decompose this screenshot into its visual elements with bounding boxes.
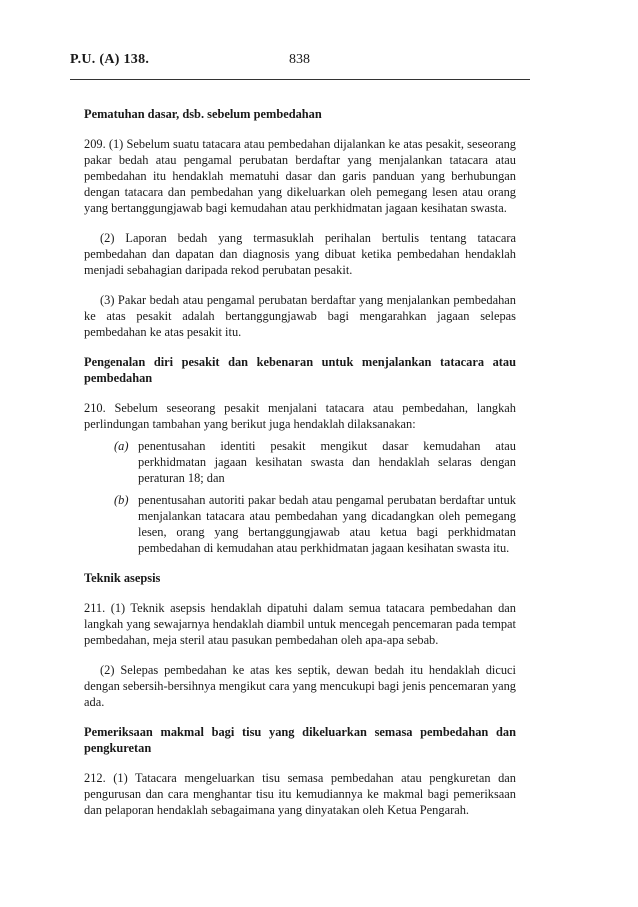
section-heading-212: Pemeriksaan makmal bagi tisu yang dikeluarkan semasa pembedahan dan pengkuretan xyxy=(84,725,516,755)
paragraph-210: 210. Sebelum seseorang pesakit menjalani tatacara atau pembedahan, langkah perlindungan tambahan yang berikut juga hendaklah dilaksanakan: xyxy=(84,401,516,431)
gazette-reference: P.U. (A) 138. xyxy=(70,52,150,67)
list-210 xyxy=(84,438,516,556)
list-marker: (b) xyxy=(114,493,129,507)
document-body xyxy=(84,106,516,832)
paragraph-211-1: 211. (1) Teknik asepsis hendaklah dipatuhi dalam semua tatacara pembedahan dan langkah yang sewajarnya hendaklah diambil untuk mencegah pencemaran pada tempat pembedahan, meja steril atau pasukan pembedahan oleh apa-apa sebab. xyxy=(84,601,516,647)
paragraph-209-2: (2) Laporan bedah yang termasuklah perihalan bertulis tentang tatacara pembedahan dan dapatan dan diagnosis yang dibuat ketika pembedahan hendaklah menjadi sebahagian daripada rekod perubatan pesakit. xyxy=(84,231,516,277)
page-header xyxy=(70,52,530,72)
section-heading-209: Pematuhan dasar, dsb. sebelum pembedahan xyxy=(84,107,322,121)
section-heading-211: Teknik asepsis xyxy=(84,571,161,585)
page-number: 838 xyxy=(289,52,310,67)
list-marker: (a) xyxy=(114,439,129,453)
list-item-a xyxy=(84,438,516,486)
paragraph-209-1: 209. (1) Sebelum suatu tatacara atau pembedahan dijalankan ke atas pesakit, seseorang pakar bedah atau pengamal perubatan berdaftar yang menjalankan tatacara atau pembedahan itu hendaklah mematuhi dasar dan garis panduan yang berhubungan dengan tatacara dan pembedahan yang dikeluarkan oleh pemegang lesen atau orang yang bertanggungjawab bagi kemudahan atau perkhidmatan jagaan kesihatan swasta. xyxy=(84,137,516,215)
paragraph-209-3: (3) Pakar bedah atau pengamal perubatan berdaftar yang menjalankan pembedahan ke atas pesakit adalah bertanggungjawab bagi mengarahkan jagaan selepas pembedahan ke atas pesakit itu. xyxy=(84,293,516,339)
list-item-b xyxy=(84,492,516,556)
paragraph-211-2: (2) Selepas pembedahan ke atas kes septik, dewan bedah itu hendaklah dicuci dengan sebersih-bersihnya mengikut cara yang mencukupi bagi jenis pencemaran yang ada. xyxy=(84,663,516,709)
section-heading-210: Pengenalan diri pesakit dan kebenaran untuk menjalankan tatacara atau pembedahan xyxy=(84,355,516,385)
list-item-text: penentusahan autoriti pakar bedah atau pengamal perubatan berdaftar untuk menjalankan tatacara atau pembedahan yang dicadangkan oleh pemegang lesen, orang yang bertanggungjawab atau ketua bagi perkhidmatan pembedahan di kemudahan atau perkhidmatan jagaan kesihatan swasta itu. xyxy=(138,493,516,555)
list-item-text: penentusahan identiti pesakit mengikut dasar kemudahan atau perkhidmatan jagaan kesihatan swasta dan hendaklah selaras dengan peraturan 18; dan xyxy=(138,439,516,485)
paragraph-212-1: 212. (1) Tatacara mengeluarkan tisu semasa pembedahan atau pengkuretan dan pengurusan dan cara menghantar tisu itu kemudiannya ke makmal bagi pemeriksaan dan pelaporan hendaklah sebagaimana yang dinyatakan oleh Ketua Pengarah. xyxy=(84,771,516,817)
header-divider xyxy=(70,79,530,80)
